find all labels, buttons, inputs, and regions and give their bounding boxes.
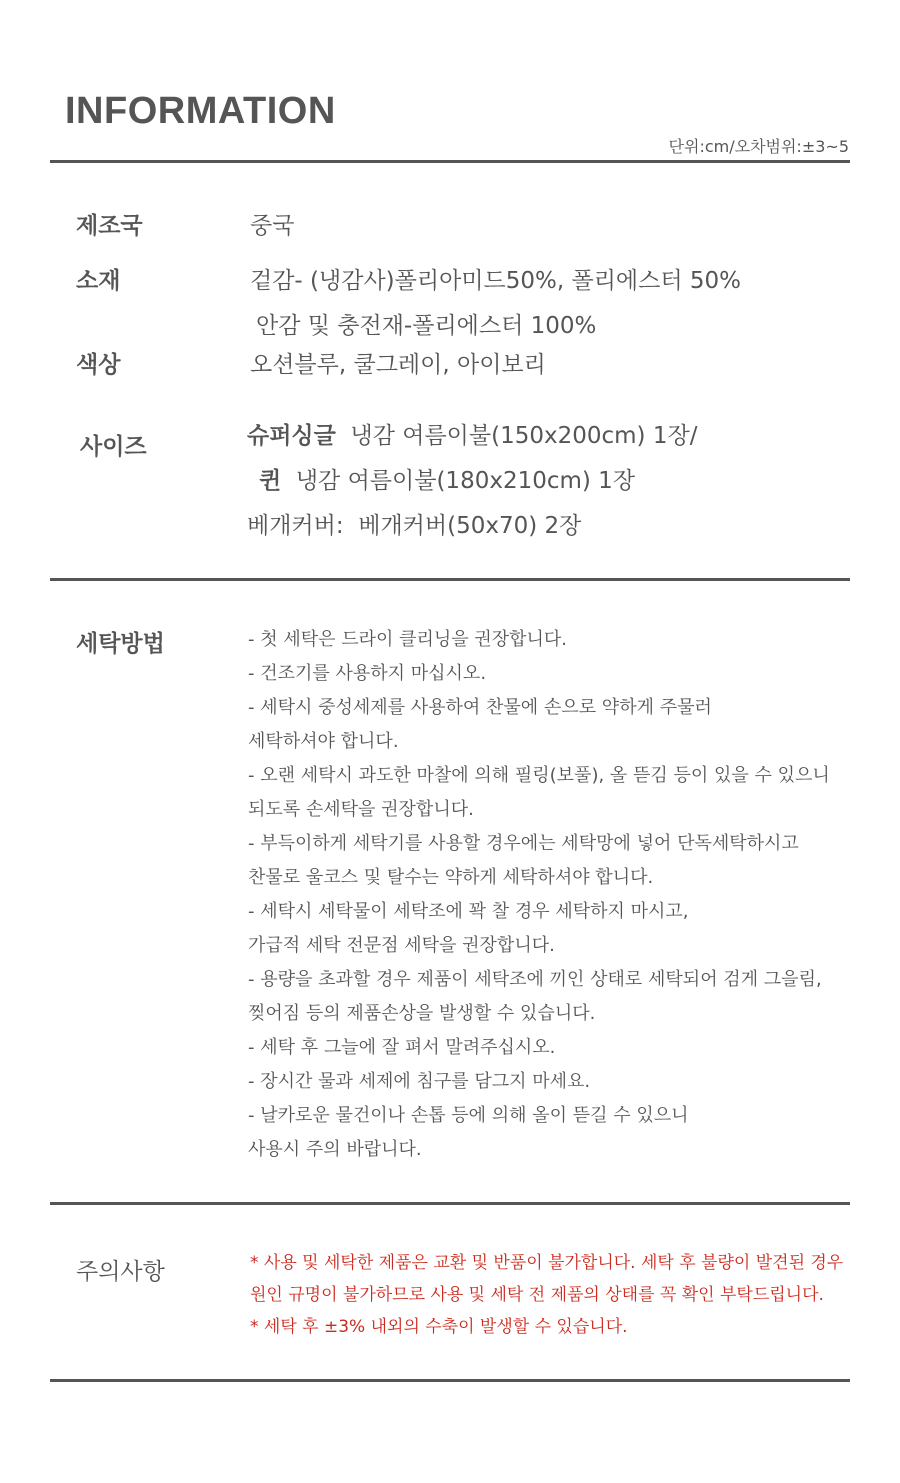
material-label: 소재 bbox=[76, 268, 121, 294]
size-label: 사이즈 bbox=[80, 434, 147, 460]
divider bbox=[50, 160, 850, 163]
caution-item bbox=[250, 1311, 850, 1343]
washing-item-line: 찬물로 울코스 및 탈수는 약하게 세탁하셔야 합니다. bbox=[248, 867, 654, 888]
size-queen bbox=[259, 462, 635, 495]
washing-item-line: 가급적 세탁 전문점 세탁을 권장합니다. bbox=[248, 935, 555, 956]
washing-item bbox=[248, 1065, 848, 1099]
washing-item bbox=[248, 691, 848, 759]
caution-notes bbox=[250, 1247, 850, 1343]
size-queen-label: 퀸 bbox=[259, 468, 282, 494]
size-pillow bbox=[247, 507, 581, 540]
size-super-single bbox=[247, 417, 697, 450]
washing-item-line: - 세탁시 세탁물이 세탁조에 꽉 찰 경우 세탁하지 마시고, bbox=[248, 901, 689, 922]
color-label: 색상 bbox=[76, 352, 121, 378]
washing-item-line: 사용시 주의 바랍니다. bbox=[248, 1139, 422, 1160]
caution-label: 주의사항 bbox=[76, 1259, 165, 1285]
washing-item-line: - 세탁 후 그늘에 잘 펴서 말려주십시오. bbox=[248, 1037, 556, 1058]
unit-note: 단위:cm/오차범위:±3~5 bbox=[668, 137, 849, 156]
washing-item-line: - 용량을 초과할 경우 제품이 세탁조에 끼인 상태로 세탁되어 검게 그을림, bbox=[248, 969, 822, 990]
divider bbox=[50, 1379, 850, 1382]
material-line-2: 안감 및 충전재-폴리에스터 100% bbox=[256, 313, 597, 339]
washing-item bbox=[248, 1031, 848, 1065]
washing-item bbox=[248, 963, 848, 1031]
material-line-1: 겉감- (냉감사)폴리아미드50%, 폴리에스터 50% bbox=[250, 268, 742, 294]
washing-item bbox=[248, 895, 848, 963]
color-value: 오션블루, 쿨그레이, 아이보리 bbox=[250, 352, 546, 378]
washing-item-line: 세탁하셔야 합니다. bbox=[248, 731, 399, 752]
size-pillow-value: 베개커버(50x70) 2장 bbox=[358, 513, 582, 539]
size-pillow-label: 베개커버: bbox=[247, 513, 344, 539]
page-title: INFORMATION bbox=[65, 90, 336, 132]
size-super-single-value: 냉감 여름이불(150x200cm) 1장/ bbox=[350, 423, 698, 449]
caution-item-line: * 사용 및 세탁한 제품은 교환 및 반품이 불가합니다. 세탁 후 불량이 발견된 경우 bbox=[250, 1253, 844, 1273]
size-queen-value: 냉감 여름이불(180x210cm) 1장 bbox=[295, 468, 636, 494]
size-super-single-label: 슈퍼싱글 bbox=[247, 423, 336, 449]
washing-item-line: - 날카로운 물건이나 손톱 등에 의해 올이 뜯길 수 있으니 bbox=[248, 1105, 689, 1126]
divider bbox=[50, 578, 850, 581]
washing-item-line: - 첫 세탁은 드라이 클리닝을 권장합니다. bbox=[248, 629, 568, 650]
caution-item-line: 원인 규명이 불가하므로 사용 및 세탁 전 제품의 상태를 꼭 확인 부탁드립니다. bbox=[250, 1285, 824, 1305]
washing-item bbox=[248, 1099, 848, 1167]
washing-item-line: - 세탁시 중성세제를 사용하여 찬물에 손으로 약하게 주물러 bbox=[248, 697, 712, 718]
washing-item bbox=[248, 827, 848, 895]
washing-item bbox=[248, 657, 848, 691]
washing-item-line: - 오랜 세탁시 과도한 마찰에 의해 필링(보풀), 올 뜯김 등이 있을 수 있으니 bbox=[248, 765, 830, 786]
origin-label: 제조국 bbox=[76, 213, 143, 239]
washing-item bbox=[248, 623, 848, 657]
washing-item-line: - 장시간 물과 세제에 침구를 담그지 마세요. bbox=[248, 1071, 591, 1092]
caution-item bbox=[250, 1247, 850, 1311]
washing-item-line: 찢어짐 등의 제품손상을 발생할 수 있습니다. bbox=[248, 1003, 596, 1024]
washing-item-line: - 건조기를 사용하지 마십시오. bbox=[248, 663, 487, 684]
washing-instructions bbox=[248, 623, 848, 1167]
washing-item-line: 되도록 손세탁을 권장합니다. bbox=[248, 799, 474, 820]
washing-item-line: - 부득이하게 세탁기를 사용할 경우에는 세탁망에 넣어 단독세탁하시고 bbox=[248, 833, 799, 854]
washing-item bbox=[248, 759, 848, 827]
washing-label: 세탁방법 bbox=[76, 631, 165, 657]
caution-item-line: * 세탁 후 ±3% 내외의 수축이 발생할 수 있습니다. bbox=[250, 1317, 628, 1337]
origin-value: 중국 bbox=[250, 213, 295, 239]
divider bbox=[50, 1202, 850, 1205]
